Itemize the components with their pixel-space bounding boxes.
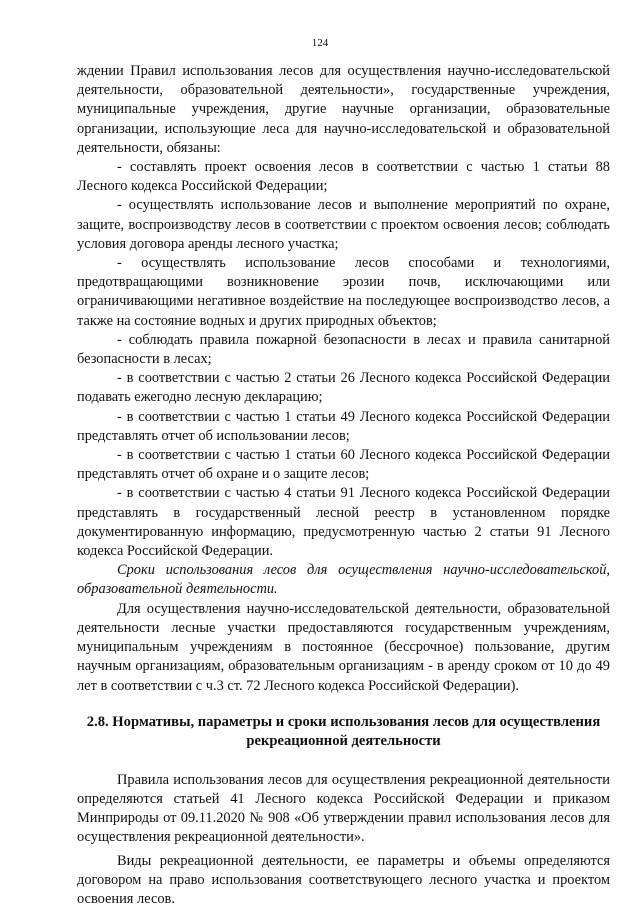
list-item: - составлять проект освоения лесов в соответствии с частью 1 статьи 88 Лесного кодекса Российской Федерации; xyxy=(77,159,610,195)
list-item: - в соответствии с частью 2 статьи 26 Лесного кодекса Российской Федерации подавать ежегодно лесную декларацию; xyxy=(77,370,610,406)
list-item: - соблюдать правила пожарной безопасности в лесах и правила санитарной безопасности в лесах; xyxy=(77,331,610,368)
italic-subheading: Сроки использования лесов для осуществления научно-исследовательской, образовательной деятельности. xyxy=(77,562,610,598)
paragraph: Виды рекреационной деятельности, ее параметры и объемы определяются договором на право использования соответствующего лесного участка и проектом освоения лесов. xyxy=(77,852,610,907)
list-item: - осуществлять использование лесов и выполнение мероприятий по охране, защите, воспроизводству лесов в соответствии с проектом освоения лесов; соблюдать условия договора аренды лесного участка; xyxy=(77,197,610,252)
list-item: - в соответствии с частью 4 статьи 91 Лесного кодекса Российской Федерации представлять в государственный лесной реестр в установленном порядке документированную информацию, предусмотренную частью 2 статьи 91 Лесного кодекса Российской Федерации. xyxy=(77,485,610,560)
section-heading: 2.8. Нормативы, параметры и сроки использования лесов для осуществления рекреационной деятельности xyxy=(86,713,601,749)
paragraph: ждении Правил использования лесов для осуществления научно-исследовательской деятельности, образовательной деятельности», государственные учреждения, муниципальные учреждения, другие научные организации, образовательные организации, использующие леса для научно-исследовательской и образовательной деятельности, обязаны: xyxy=(77,63,610,156)
paragraph: Для осуществления научно-исследовательской деятельности, образовательной деятельности лесные участки предоставляются государственным учреждениям, муниципальным учреждениям в постоянное (бессрочное) пользование, другим научным организациям, образовательным организациям - в аренду сроком от 10 до 49 лет в соответствии с ч.3 ст. 72 Лесного кодекса Российской Федерации). xyxy=(77,600,610,694)
list-item: - в соответствии с частью 1 статьи 49 Лесного кодекса Российской Федерации представлять отчет об использовании лесов; xyxy=(77,408,610,444)
page-number: 124 xyxy=(311,37,329,49)
paragraph: Правила использования лесов для осуществления рекреационной деятельности определяются статьей 41 Лесного кодекса Российской Федерации и приказом Минприроды от 09.11.2020 № 908 «Об утверждении правил использования лесов для осуществления рекреационной деятельности». xyxy=(77,771,610,846)
body-text xyxy=(77,62,610,909)
list-item: - осуществлять использование лесов способами и технологиями, предотвращающими возникновение эрозии почв, исключающими или ограничивающими негативное воздействие на последующее воспроизводство лесов, а также на состояние водных и других природных объектов; xyxy=(77,255,610,329)
list-item: - в соответствии с частью 1 статьи 60 Лесного кодекса Российской Федерации представлять отчет об охране и о защите лесов; xyxy=(77,447,610,483)
